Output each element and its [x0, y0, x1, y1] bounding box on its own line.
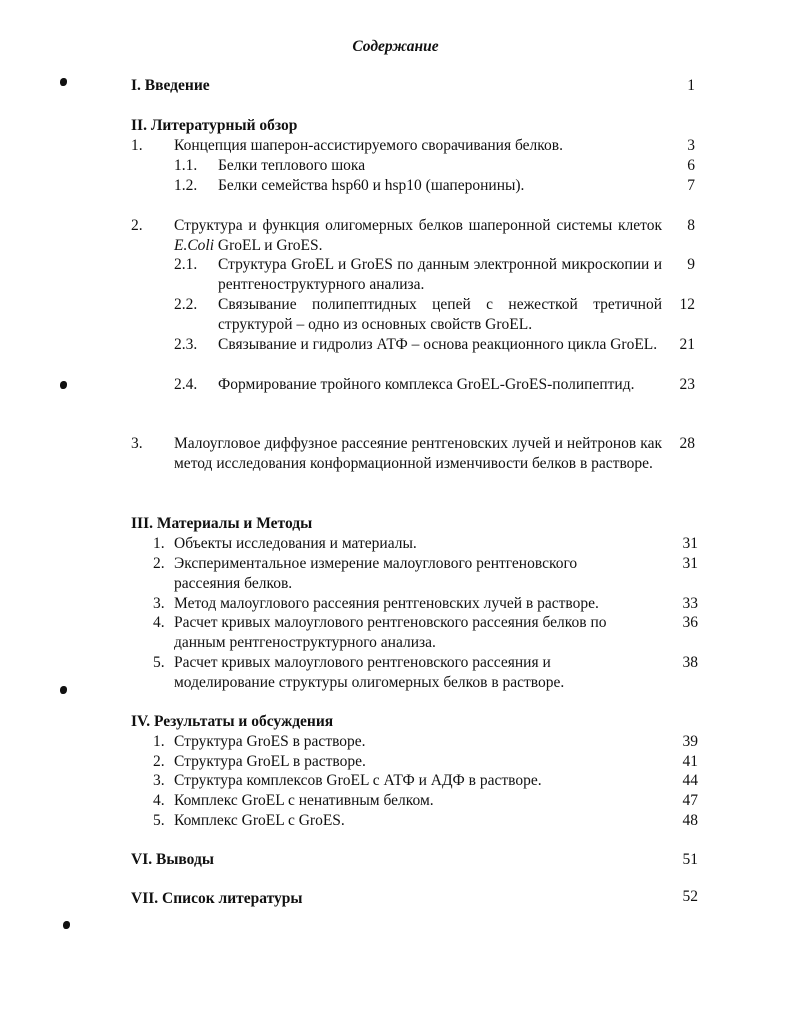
page-number: 7 — [687, 177, 695, 194]
page-number: 6 — [687, 157, 695, 174]
item-text: Связывание полипептидных цепей с нежесткой третичной структурой – одно из основных свойств GroEL. — [218, 296, 662, 333]
item-text: Белки теплового шока — [218, 157, 366, 174]
page-number: 51 — [682, 851, 698, 868]
item-number: 2. — [131, 217, 143, 234]
item-number: 3. — [153, 772, 165, 789]
scan-mark — [60, 686, 67, 694]
item-number: 1. — [153, 535, 165, 552]
scan-mark — [63, 921, 70, 929]
page-number: 36 — [682, 614, 698, 631]
item-number: 2.1. — [174, 256, 198, 273]
item-text: Экспериментальное измерение малоуглового рентгеновского рассеяния белков. — [174, 555, 578, 592]
page-number: 44 — [682, 772, 698, 789]
item-number: 2.3. — [174, 336, 198, 353]
item-text: Концепция шаперон-ассистируемого сворачивания белков. — [174, 137, 563, 154]
page-number: 23 — [679, 376, 695, 393]
item-number: 2. — [153, 753, 165, 770]
page-number: 48 — [682, 812, 698, 829]
section-heading: III. Материалы и Методы — [131, 515, 313, 532]
page-number: 33 — [682, 595, 698, 612]
item-text-italic: E.Coli — [174, 236, 215, 254]
item-number: 1. — [131, 137, 143, 154]
page-number: 52 — [682, 888, 698, 905]
page-number: 39 — [682, 733, 698, 750]
page-number: 31 — [682, 555, 698, 572]
page-number: 9 — [687, 256, 695, 273]
item-text: Расчет кривых малоуглового рентгеновского рассеяния белков по данным рентгеноструктурного анализа. — [174, 614, 607, 651]
item-text: Формирование тройного комплекса GroEL-GroES-полипептид. — [218, 376, 635, 393]
item-number: 5. — [153, 812, 165, 829]
item-number: 1.2. — [174, 177, 198, 194]
item-number: 2.4. — [174, 376, 198, 393]
item-text: Объекты исследования и материалы. — [174, 535, 417, 552]
item-text: Белки семейства hsp60 и hsp10 (шаперонины). — [218, 177, 525, 194]
page-number: 41 — [682, 753, 698, 770]
item-text: Структура GroEL и GroES по данным электронной микроскопии и рентгеноструктурного анализа. — [218, 256, 662, 293]
page-number: 28 — [679, 435, 695, 452]
item-text: Структура GroES в растворе. — [174, 733, 366, 750]
page-number: 3 — [687, 137, 695, 154]
item-number: 4. — [153, 614, 165, 631]
section-heading: IV. Результаты и обсуждения — [131, 713, 334, 730]
item-text — [174, 216, 662, 256]
item-text: Связывание и гидролиз АТФ – основа реакционного цикла GroEL. — [218, 336, 658, 353]
scan-mark — [60, 78, 67, 86]
page-number: 1 — [687, 77, 695, 94]
item-number: 4. — [153, 792, 165, 809]
item-text-part: GroEL и GroES. — [214, 236, 323, 254]
section-heading: II. Литературный обзор — [131, 117, 298, 134]
page-title: Содержание — [352, 38, 439, 55]
page-number: 31 — [682, 535, 698, 552]
page-number: 12 — [679, 296, 695, 313]
item-text: Структура комплексов GroEL с АТФ и АДФ в растворе. — [174, 772, 542, 789]
item-text: Расчет кривых малоуглового рентгеновского рассеяния и моделирование структуры олигомерных белков в растворе. — [174, 654, 565, 691]
item-text: Метод малоуглового рассеяния рентгеновских лучей в растворе. — [174, 595, 599, 612]
item-number: 1.1. — [174, 157, 198, 174]
item-number: 2.2. — [174, 296, 198, 313]
item-text: Комплекс GroEL с ненативным белком. — [174, 792, 434, 809]
item-text: Малоугловое диффузное рассеяние рентгеновских лучей и нейтронов как метод исследования конформационной изменчивости белков в растворе. — [174, 435, 662, 472]
item-number: 3. — [153, 595, 165, 612]
page-number: 8 — [687, 217, 695, 234]
section-heading: VII. Список литературы — [131, 890, 303, 907]
page-number: 47 — [682, 792, 698, 809]
item-text: Комплекс GroEL с GroES. — [174, 812, 345, 829]
item-text: Структура GroEL в растворе. — [174, 753, 366, 770]
item-number: 2. — [153, 555, 165, 572]
section-heading: I. Введение — [131, 77, 210, 94]
item-text-part: Структура и функция олигомерных белков шаперонной системы клеток — [174, 217, 662, 234]
section-heading: VI. Выводы — [131, 851, 214, 868]
item-number: 1. — [153, 733, 165, 750]
item-number: 3. — [131, 435, 143, 452]
page-number: 38 — [682, 654, 698, 671]
page-number: 21 — [679, 336, 695, 353]
item-number: 5. — [153, 654, 165, 671]
scan-mark — [60, 381, 67, 389]
